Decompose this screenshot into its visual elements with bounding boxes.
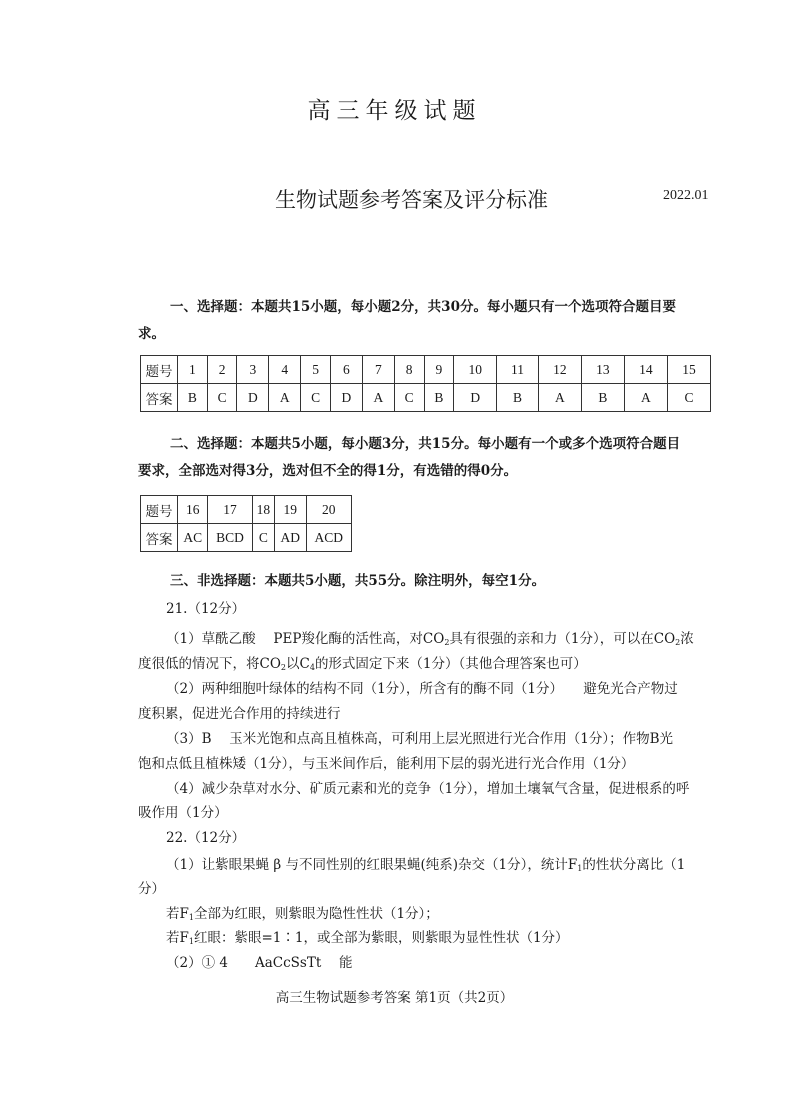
section2-question-number: 17 <box>208 496 252 524</box>
section1-answer-cell: B <box>581 384 624 412</box>
q22-heading: 22.（12分） <box>166 830 246 846</box>
section1-question-number: 9 <box>424 356 454 384</box>
section1-answer-cell: A <box>362 384 394 412</box>
section1-instruction-line2: 求。 <box>138 326 165 342</box>
grade-title: 高三年级试题 <box>307 98 482 124</box>
q22-part2-line1: （2）① 4 AaCcSsTt 能 <box>166 955 353 971</box>
section2-answer-cell: BCD <box>208 524 252 552</box>
section1-question-number: 12 <box>538 356 581 384</box>
section1-answer-cell: C <box>207 384 237 412</box>
section2-answer-cell: AD <box>275 524 307 552</box>
q21-part4-line2: 吸作用（1分） <box>138 805 228 821</box>
document-date: 2022.01 <box>663 188 709 203</box>
q21-heading: 21.（12分） <box>166 601 246 617</box>
section2-answer-cell: AC <box>178 524 208 552</box>
section1-question-number: 2 <box>207 356 237 384</box>
row-label-number: 题号 <box>141 356 178 384</box>
section1-instruction-line1: 一、选择题：本题共15小题，每小题2分，共30分。每小题只有一个选项符合题目要 <box>170 299 676 315</box>
q21-part3-line2: 饱和点低且植株矮（1分），与玉米间作后，能利用下层的弱光进行光合作用（1分） <box>138 756 635 772</box>
section2-instruction-line2: 要求，全部选对得3分，选对但不全的得1分，有选错的得0分。 <box>138 463 518 479</box>
q22-part1-line3: 若$F_1$全部为红眼，则紫眼为隐性性状（1分）； <box>166 906 439 922</box>
page-footer: 高三生物试题参考答案 第1页（共2页） <box>275 990 514 1006</box>
section1-answer-table <box>140 355 711 412</box>
section1-answer-cell: C <box>301 384 331 412</box>
q21-part2-line1: （2）两种细胞叶绿体的结构不同（1分），所含有的酶不同（1分） 避免光合产物过 <box>166 681 678 697</box>
section1-answer-cell: A <box>269 384 301 412</box>
row-label-number: 题号 <box>141 496 178 524</box>
section1-answer-cell: B <box>497 384 539 412</box>
section1-question-number: 8 <box>394 356 424 384</box>
row-label-answer: 答案 <box>141 384 178 412</box>
section2-answer-cell: C <box>252 524 274 552</box>
q21-part1-line1: （1）草酰乙酸 PEP羧化酶的活性高，对$CO_2$具有很强的亲和力（1分），可以在$CO_2$浓 <box>166 631 694 647</box>
section1-question-number: 3 <box>237 356 269 384</box>
section1-question-number: 1 <box>178 356 208 384</box>
section1-question-number: 13 <box>581 356 624 384</box>
q22-part1-line4: 若$F_1$红眼：紫眼=1∶1，或全部为紫眼，则紫眼为显性性状（1分） <box>166 930 569 946</box>
section1-answer-cell: A <box>538 384 581 412</box>
section1-question-number: 15 <box>667 356 710 384</box>
section3-instruction: 三、非选择题：本题共5小题，共55分。除注明外，每空1分。 <box>170 573 546 589</box>
section2-instruction-line1: 二、选择题：本题共5小题，每小题3分，共15分。每小题有一个或多个选项符合题目 <box>170 436 681 452</box>
document-title: 生物试题参考答案及评分标准 <box>275 188 548 212</box>
section1-question-number: 11 <box>497 356 539 384</box>
q22-part1-line2: 分） <box>138 881 165 897</box>
section2-answer-cell: ACD <box>306 524 351 552</box>
section2-question-number: 18 <box>252 496 274 524</box>
section1-question-number: 14 <box>624 356 667 384</box>
section1-answer-cell: D <box>454 384 497 412</box>
section1-answer-cell: C <box>394 384 424 412</box>
section1-answer-cell: C <box>667 384 710 412</box>
section1-question-number: 7 <box>362 356 394 384</box>
row-label-answer: 答案 <box>141 524 178 552</box>
section2-question-number: 19 <box>275 496 307 524</box>
section1-answer-cell: A <box>624 384 667 412</box>
q21-part1-line2: 度很低的情况下，将$CO_2$以$C_4$的形式固定下来（1分）（其他合理答案也可） <box>138 656 587 672</box>
section1-question-number: 6 <box>330 356 362 384</box>
q22-part1-line1: （1）让紫眼果蝇 β 与不同性别的红眼果蝇(纯系)杂交（1分），统计$F_1$的性状分离比（1 <box>166 857 686 873</box>
section1-answer-cell: D <box>237 384 269 412</box>
section1-question-number: 4 <box>269 356 301 384</box>
q21-part3-line1: （3）B 玉米光饱和点高且植株高，可利用上层光照进行光合作用（1分）；作物B光 <box>166 731 674 747</box>
section1-answer-cell: B <box>424 384 454 412</box>
section1-question-number: 10 <box>454 356 497 384</box>
section2-answer-table <box>140 495 352 552</box>
section2-question-number: 16 <box>178 496 208 524</box>
section1-answer-cell: D <box>330 384 362 412</box>
q21-part2-line2: 度积累，促进光合作用的持续进行 <box>138 706 341 722</box>
section1-question-number: 5 <box>301 356 331 384</box>
section1-answer-cell: B <box>178 384 208 412</box>
q21-part4-line1: （4）减少杂草对水分、矿质元素和光的竞争（1分），增加土壤氧气含量，促进根系的呼 <box>166 781 690 797</box>
section2-question-number: 20 <box>306 496 351 524</box>
